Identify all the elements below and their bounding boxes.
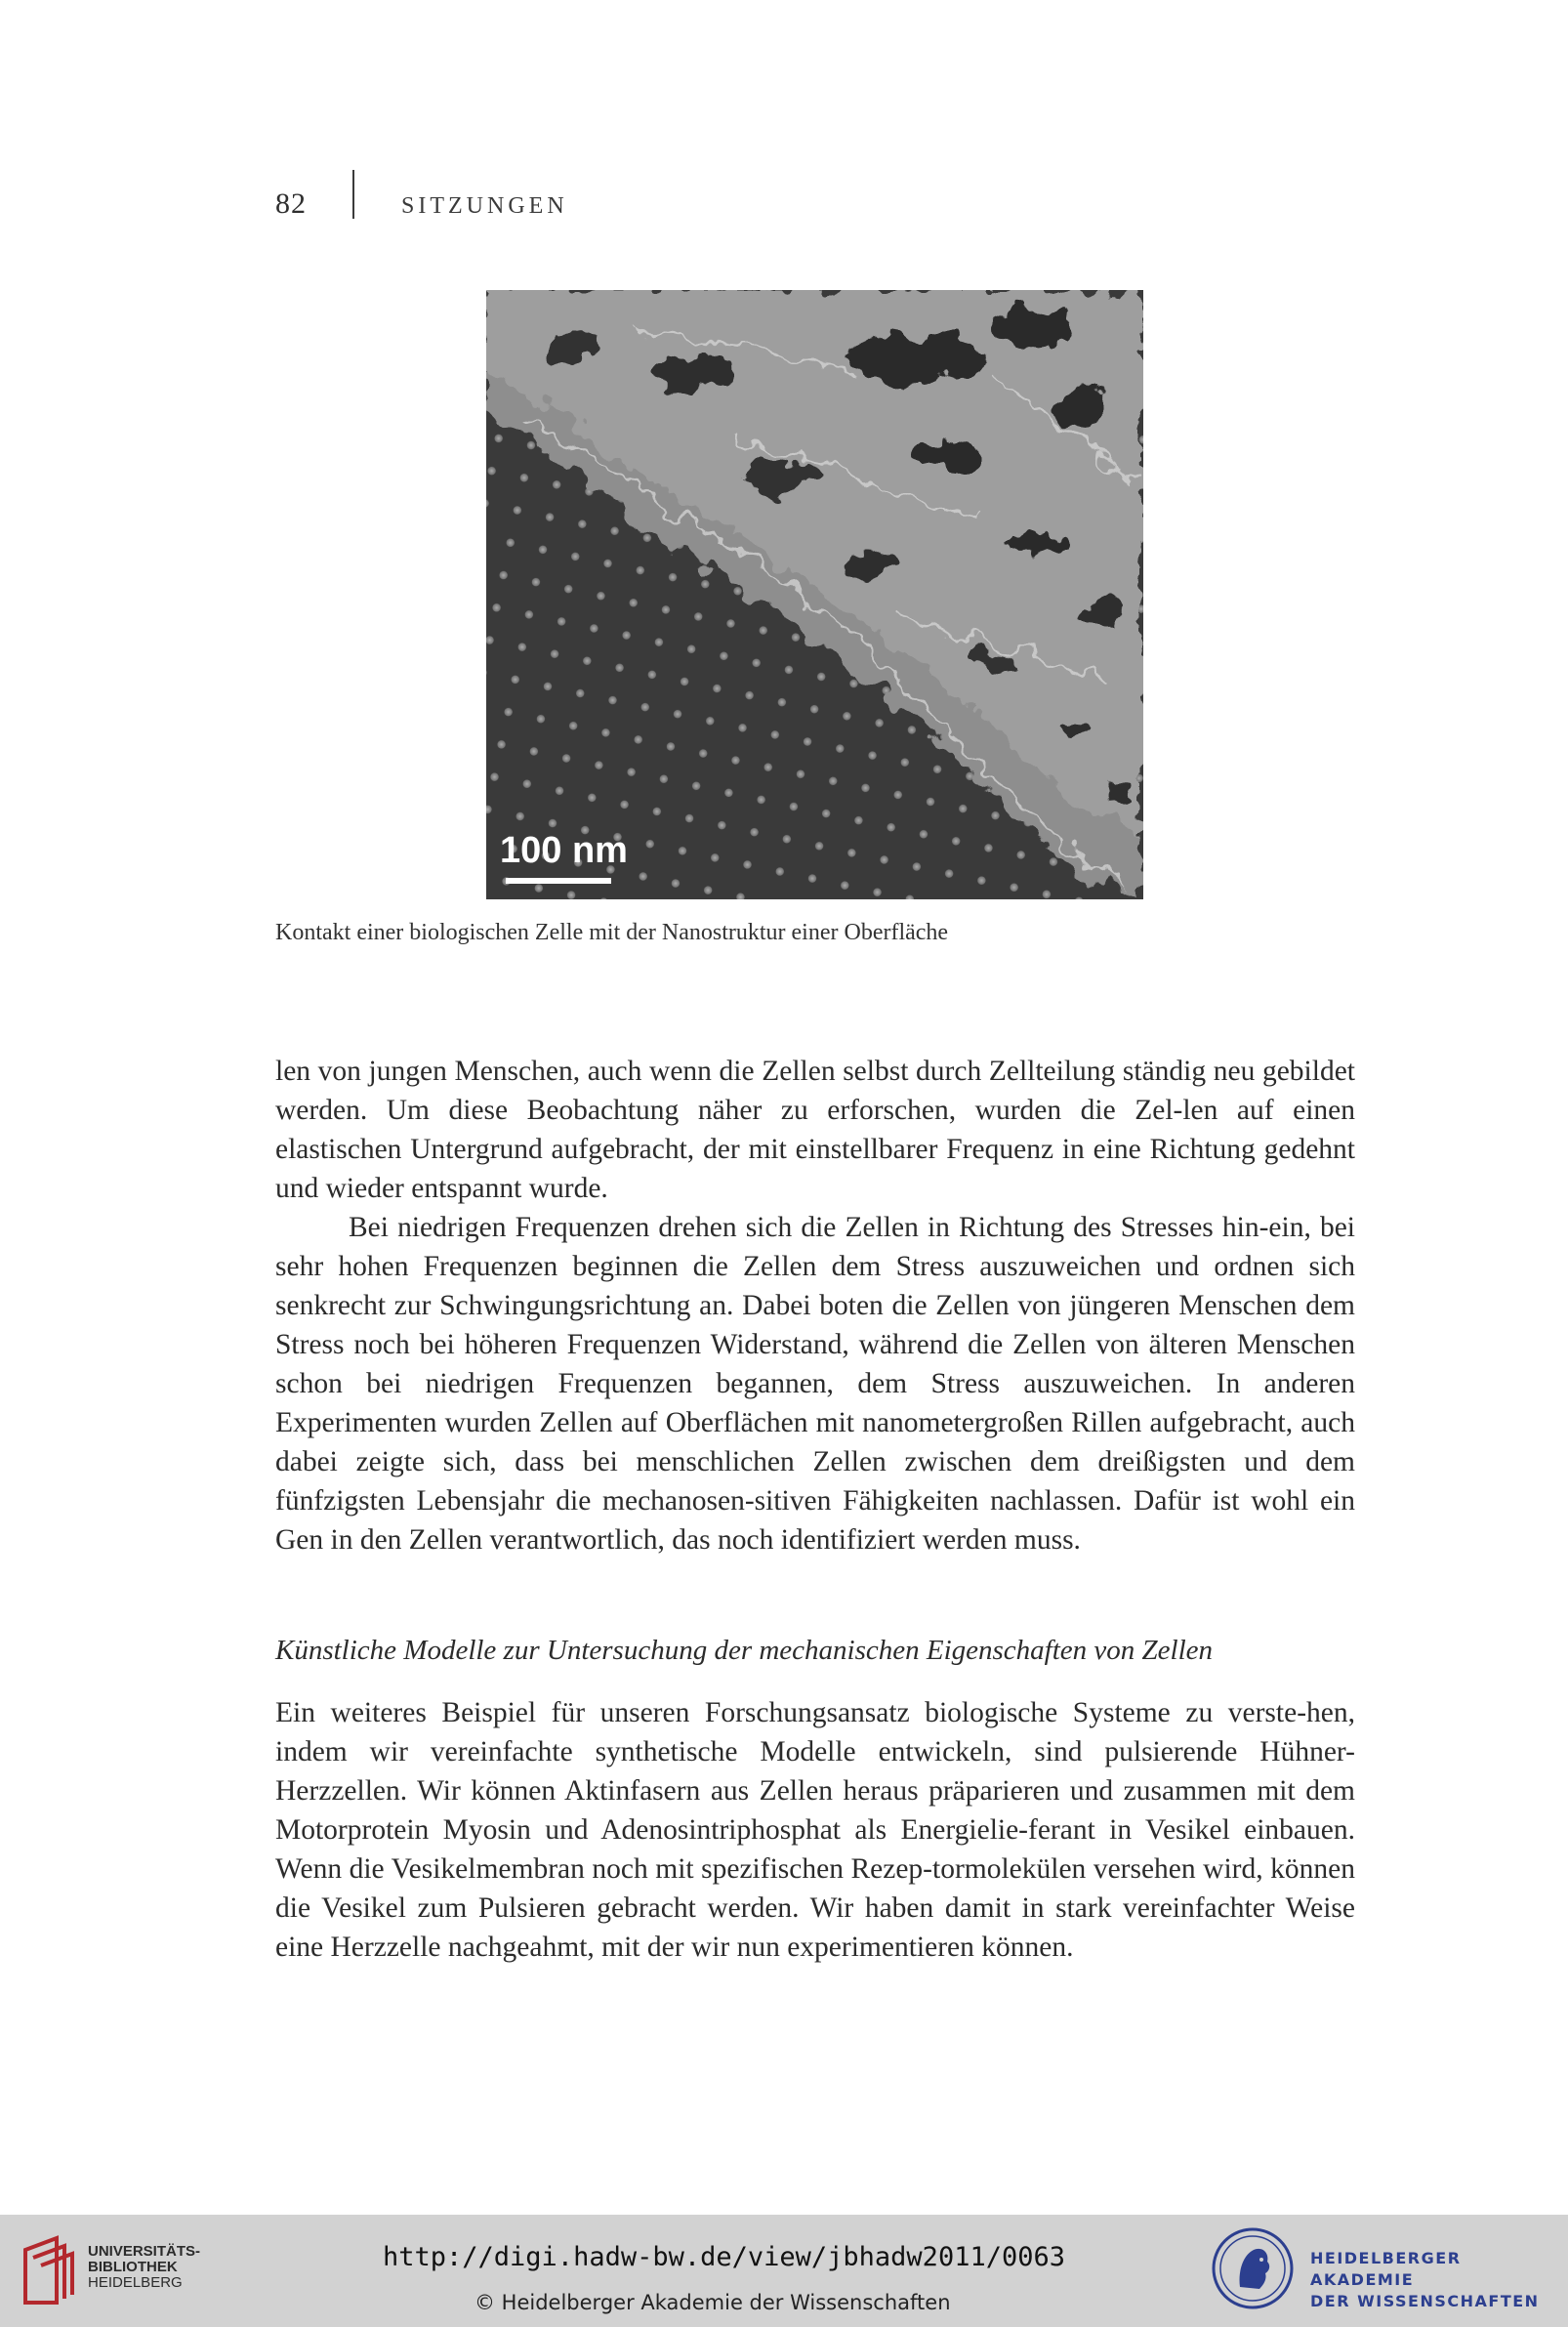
ub-heidelberg-logo-icon (18, 2230, 80, 2308)
footer-bar (0, 2215, 1568, 2327)
figure-caption: Kontakt einer biologischen Zelle mit der Nanostruktur einer Oberfläche (275, 920, 949, 945)
scale-bar (506, 878, 611, 884)
page-number: 82 (275, 187, 307, 220)
hadw-line-1: HEIDELBERGER AKADEMIE (1310, 2249, 1462, 2289)
running-header (0, 168, 1568, 227)
copyright-notice: © Heidelberger Akademie der Wissenschaften (475, 2291, 951, 2314)
ub-line-1: UNIVERSITÄTS- (88, 2243, 201, 2260)
paragraph-3: Ein weiteres Beispiel für unseren Forschungsansatz biologische Systeme zu verste-hen, indem wir vereinfachte synthetische Modelle entwickeln, sind pulsierende Hühner-Herzzellen. Wir können Aktinfasern aus Zellen heraus präparieren und zusammen mit dem Motorprotein Myosin und Adenosintriphosphat als Energielie-ferant in Vesikel einbauen. Wenn die Vesikelmembran noch mit spezifischen Rezep-tormolekülen versehen wird, können die Vesikel zum Pulsieren gebracht werden. Wir haben damit in stark vereinfachter Weise eine Herzzelle nachgeahmt, mit der wir nun experimentieren können. (275, 1697, 1355, 1963)
hadw-line-2: DER WISSENSCHAFTEN (1310, 2292, 1540, 2310)
body-section-1 (275, 1052, 1355, 1559)
ub-line-3: HEIDELBERG (88, 2274, 183, 2291)
body-section-2 (275, 1693, 1355, 1967)
section-heading: Künstliche Modelle zur Untersuchung der mechanischen Eigenschaften von Zellen (275, 1635, 1214, 1666)
header-divider (352, 170, 354, 219)
paragraph-2: Bei niedrigen Frequenzen drehen sich die Zellen in Richtung des Stresses hin-ein, bei sehr hohen Frequenzen beginnen die Zellen dem Stress auszuweichen und ordnen sich senkrecht zur Schwingungsrichtung an. Dabei boten die Zellen von jüngeren Menschen dem Stress noch bei höheren Frequenzen Widerstand, während die Zellen von älteren Menschen schon bei niedrigen Frequenzen begannen, dem Stress auszuweichen. In anderen Experimenten wurden Zellen auf Oberflächen mit nanometergroßen Rillen aufgebracht, auch dabei zeigte sich, dass bei menschlichen Zellen zwischen dem dreißigsten und dem fünfzigsten Lebensjahr die mechanosen-sitiven Fähigkeiten nachlassen. Dafür ist wohl ein Gen in den Zellen verantwortlich, das noch identifiziert werden muss. (275, 1212, 1355, 1556)
ub-heidelberg-wordmark (88, 2244, 200, 2291)
hadw-seal-icon (1211, 2226, 1295, 2310)
running-head: SITZUNGEN (401, 193, 568, 219)
ub-line-2: BIBLIOTHEK (88, 2259, 178, 2275)
hadw-wordmark (1310, 2248, 1568, 2312)
sem-micrograph (486, 290, 1143, 899)
micrograph-image (486, 290, 1143, 899)
paragraph-1: len von jungen Menschen, auch wenn die Zellen selbst durch Zellteilung ständig neu gebildet werden. Um diese Beobachtung näher zu erforschen, wurden die Zel-len auf einen elastischen Untergrund aufgebracht, der mit einstellbarer Frequenz in eine Richtung gedehnt und wieder entspannt wurde. (275, 1056, 1355, 1204)
permalink-url[interactable]: http://digi.hadw-bw.de/view/jbhadw2011/0063 (383, 2242, 1065, 2272)
scale-bar-label: 100 nm (500, 830, 628, 871)
